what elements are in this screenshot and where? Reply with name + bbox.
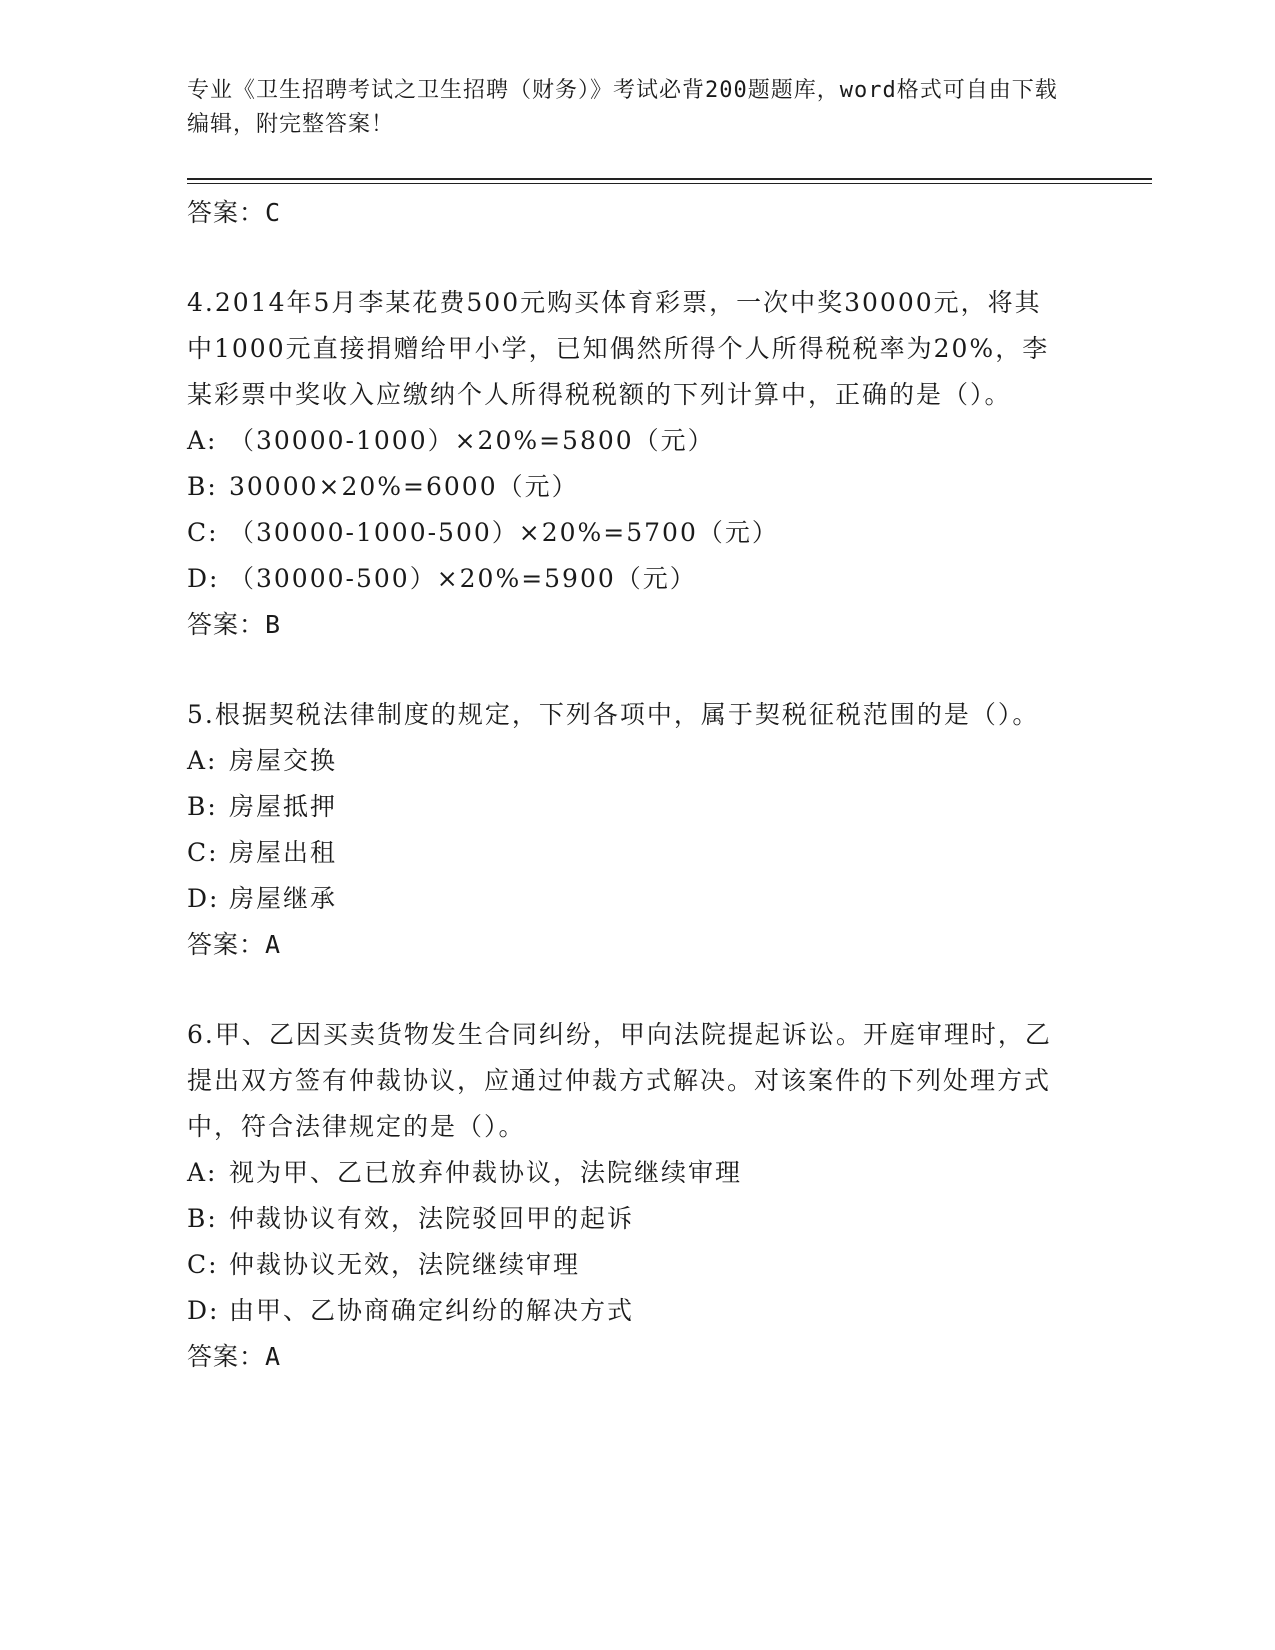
- option-a: [187, 738, 1067, 784]
- document-body: [187, 190, 1067, 1380]
- option-text: 30000×20%=6000（元）: [229, 472, 579, 501]
- option-c: [187, 1242, 1067, 1288]
- option-key: A:: [187, 746, 218, 775]
- question-stem: 6.甲、乙因买卖货物发生合同纠纷，甲向法院提起诉讼。开庭审理时，乙提出双方签有仲裁协议，应通过仲裁方式解决。对该案件的下列处理方式中，符合法律规定的是（）。: [187, 1020, 1052, 1141]
- option-b: [187, 1196, 1067, 1242]
- question-6: [187, 1012, 1067, 1380]
- answer-line: 答案：A: [187, 930, 282, 959]
- option-d: [187, 876, 1067, 922]
- option-text: 仲裁协议有效，法院驳回甲的起诉: [229, 1204, 635, 1233]
- option-a: [187, 1150, 1067, 1196]
- option-key: B:: [187, 1204, 218, 1233]
- option-d: [187, 556, 1067, 602]
- option-b: [187, 784, 1067, 830]
- option-text: 房屋出租: [229, 838, 338, 867]
- option-text: 房屋交换: [229, 746, 338, 775]
- option-key: C:: [187, 518, 219, 547]
- document-header: 专业《卫生招聘考试之卫生招聘（财务）》考试必背200题题库，word格式可自由下载编辑，附完整答案！: [187, 78, 1058, 137]
- option-c: [187, 510, 1067, 556]
- option-text: 仲裁协议无效，法院继续审理: [229, 1250, 581, 1279]
- question-stem: 4.2014年5月李某花费500元购买体育彩票，一次中奖30000元，将其中1000元直接捐赠给甲小学，已知偶然所得个人所得税税率为20%，李某彩票中奖收入应缴纳个人所得税税额的下列计算中，正确的是（）。: [187, 288, 1050, 409]
- option-key: C:: [187, 838, 219, 867]
- option-key: A:: [187, 426, 218, 455]
- answer-line: 答案：A: [187, 1342, 282, 1371]
- header-rule: [187, 178, 1152, 180]
- question-4: [187, 280, 1067, 648]
- option-d: [187, 1288, 1067, 1334]
- option-text: 视为甲、乙已放弃仲裁协议，法院继续审理: [229, 1158, 743, 1187]
- option-text: 房屋抵押: [229, 792, 338, 821]
- question-5: [187, 692, 1067, 968]
- option-text: 房屋继承: [229, 884, 338, 913]
- option-key: A:: [187, 1158, 218, 1187]
- answer-line: 答案：B: [187, 610, 282, 639]
- option-key: C:: [187, 1250, 219, 1279]
- option-key: D:: [187, 884, 220, 913]
- option-b: [187, 464, 1067, 510]
- option-text: 由甲、乙协商确定纠纷的解决方式: [229, 1296, 635, 1325]
- option-c: [187, 830, 1067, 876]
- option-key: D:: [187, 1296, 220, 1325]
- answer-line: 答案：C: [187, 198, 282, 227]
- question-stem: 5.根据契税法律制度的规定，下列各项中，属于契税征税范围的是（）。: [187, 700, 1040, 729]
- header-rule-thin: [187, 183, 1152, 184]
- option-text: （30000-1000-500）×20%=5700（元）: [229, 518, 779, 547]
- option-key: B:: [187, 792, 218, 821]
- option-text: （30000-1000）×20%=5800（元）: [229, 426, 715, 455]
- option-key: B:: [187, 472, 218, 501]
- option-text: （30000-500）×20%=5900（元）: [229, 564, 697, 593]
- option-a: [187, 418, 1067, 464]
- option-key: D:: [187, 564, 220, 593]
